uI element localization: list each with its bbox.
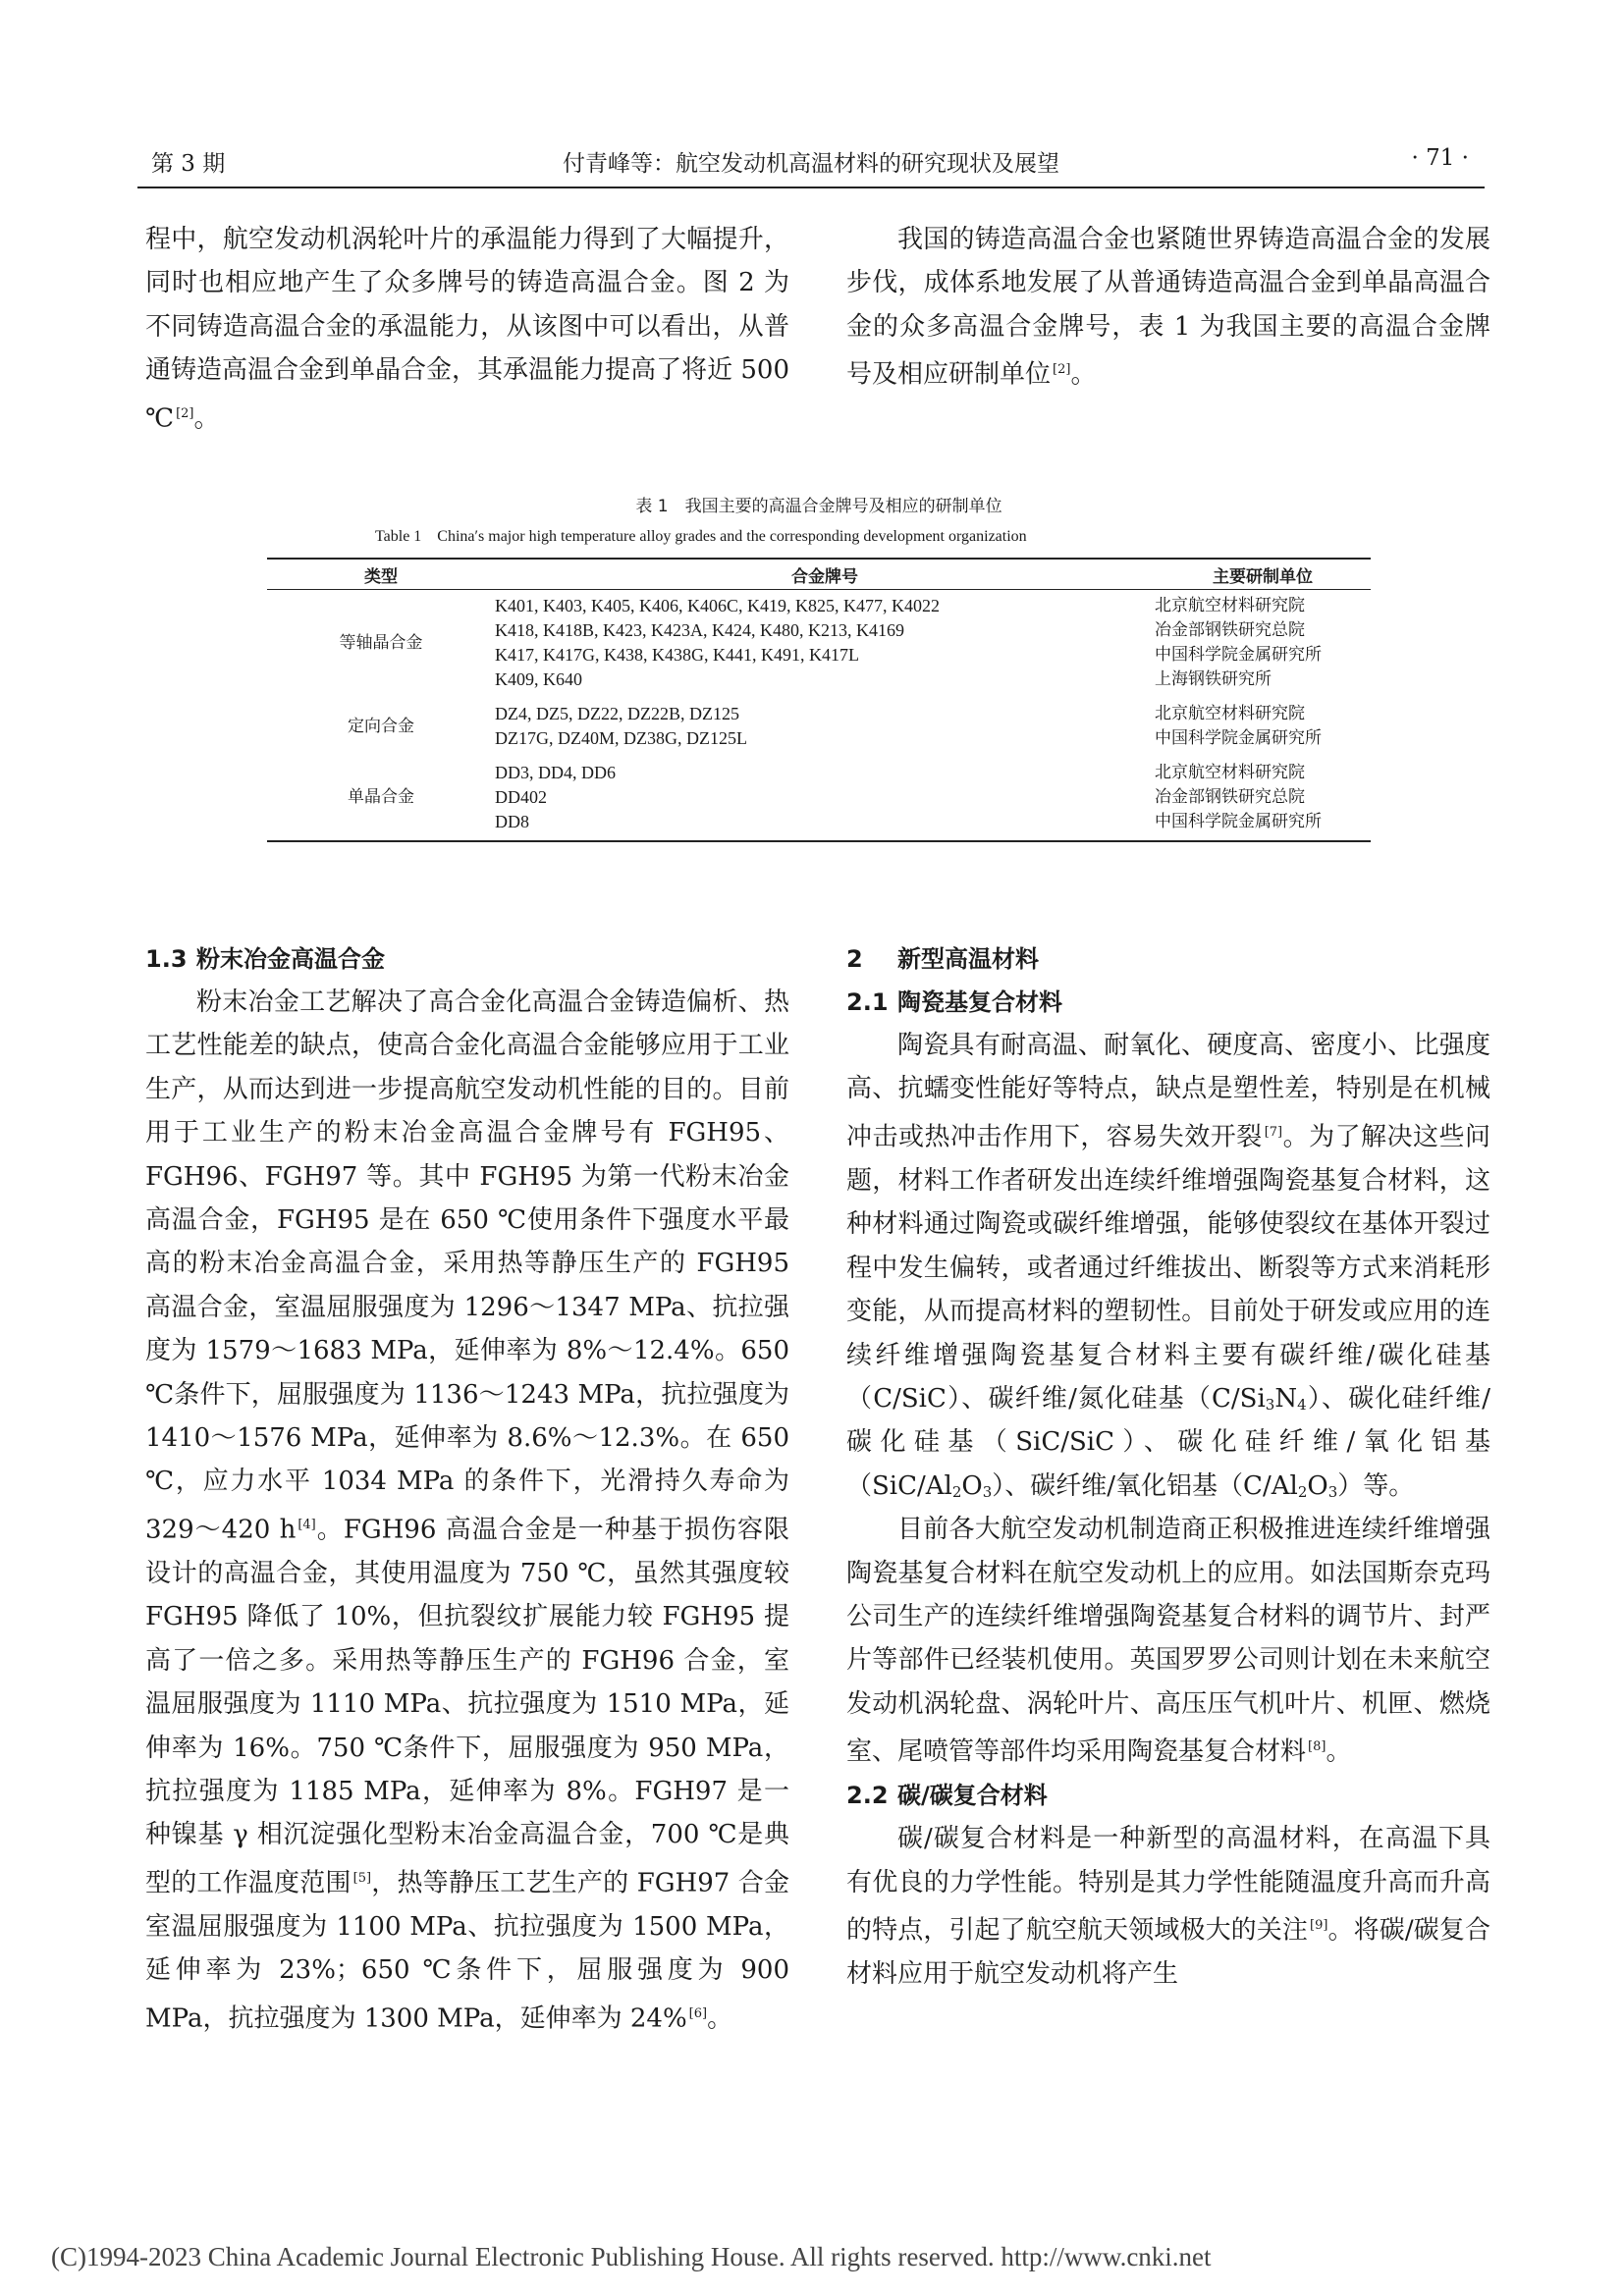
intro-right-column xyxy=(846,218,1490,397)
section-heading-1-3: 1.3 粉末冶金高温合金 xyxy=(145,945,385,973)
header-rule xyxy=(137,187,1485,188)
row-units: 北京航空材料研究院 冶金部钢铁研究总院 中国科学院金属研究所 xyxy=(1155,757,1371,841)
citation: [2] xyxy=(176,405,194,421)
row-type: 单晶合金 xyxy=(267,757,495,841)
section-2-2-paragraph: 碳/碳复合材料是一种新型的高温材料，在高温下具有优良的力学性能。特别是其力学性能随温度升高而升高的特点，引起了航空航天领域极大的关注 [9]。将碳/碳复合材料应用于航空发动机将产生 xyxy=(846,1824,1490,1990)
table-1 xyxy=(267,495,1371,842)
citation: [4] xyxy=(298,1517,316,1532)
intro-left-column xyxy=(145,218,789,441)
row-type: 定向合金 xyxy=(348,716,414,736)
header-grades: 合金牌号 xyxy=(495,559,1155,590)
citation: [8] xyxy=(1308,1739,1326,1755)
table-caption-en: Table 1 China′s major high temperature alloy grades and the corresponding development organization xyxy=(375,528,1027,545)
section-1-3-paragraph: 粉末冶金工艺解决了高合金化高温合金铸造偏析、热工艺性能差的缺点，使高合金化高温合金能够应用于工业生产，从而达到进一步提高航空发动机性能的目的。目前用于工业生产的粉末冶金高温合金牌号有 FGH95、FGH96、FGH97 等。其中 FGH95 为第一代粉末冶金高温合金，FGH95 是在 650 ℃使用条件下强度水平最高的粉末冶金高温合金，采用热等静压生产的 FGH95 高温合金，室温屈服强度为 1296～1347 MPa、抗拉强度为 1579～1683 MPa，延伸率为 8%～12.4%。650 ℃条件下，屈服强度为 1136～1243 MPa，抗拉强度为 1410～1576 MPa，延伸率为 8.6%～12.3%。在 650 ℃，应力水平 1034 MPa 的条件下，光滑持久寿命为 329～420 h [4]。FGH96 高温合金是一种基于损伤容限设计的高温合金，其使用温度为 750 ℃，虽然其强度较 FGH95 降低了 10%，但抗裂纹扩展能力较 FGH95 提高了一倍之多。采用热等静压生产的 FGH96 合金，室温屈服强度为 1110 MPa、抗拉强度为 1510 MPa，延伸率为 16%。750 ℃条件下，屈服强度为 950 MPa，抗拉强度为 1185 MPa，延伸率为 8%。FGH97 是一种镍基 γ 相沉淀强化型粉末冶金高温合金，700 ℃是典型的工作温度范围 [5]，热等静压工艺生产的 FGH97 合金室温屈服强度为 1100 MPa、抗拉强度为 1500 MPa，延伸率为 23%；650 ℃条件下，屈服强度为 900 MPa，抗拉强度为 1300 MPa，延伸率为 24% [6]。 xyxy=(145,988,789,2034)
header-units: 主要研制单位 xyxy=(1155,559,1371,590)
page-number: · 71 · xyxy=(1411,145,1469,171)
citation: [5] xyxy=(352,1870,372,1886)
citation: [9] xyxy=(1310,1918,1328,1934)
citation: [7] xyxy=(1264,1124,1283,1140)
intro-left-paragraph: 程中，航空发动机涡轮叶片的承温能力得到了大幅提升，同时也相应地产生了众多牌号的铸造高温合金。图 2 为不同铸造高温合金的承温能力，从该图中可以看出，从普通铸造高温合金到单晶合金，其承温能力提高了将近 500 ℃ [2]。 xyxy=(145,225,789,434)
issue-number: 第 3 期 xyxy=(151,151,226,177)
row-units: 北京航空材料研究院 冶金部钢铁研究总院 中国科学院金属研究所 上海钢铁研究所 xyxy=(1155,596,1322,689)
table-row xyxy=(267,698,1371,757)
row-type: 等轴晶合金 xyxy=(339,632,423,653)
section-2-1-paragraph-1: 陶瓷具有耐高温、耐氧化、硬度高、密度小、比强度高、抗蠕变性能好等特点，缺点是塑性差，特别是在机械冲击或热冲击作用下，容易失效开裂 [7]。为了解决这些问题，材料工作者研发出连续纤维增强陶瓷基复合材料，这种材料通过陶瓷或碳纤维增强，能够使裂纹在基体开裂过程中发生偏转，或者通过纤维拔出、断裂等方式来消耗形变能，从而提高材料的塑韧性。目前处于研发或应用的连续纤维增强陶瓷基复合材料主要有碳纤维/碳化硅基（C/SiC）、碳纤维/氮化硅基$(C/Si_3N_4)$、碳化硅纤维/碳化硅基（SiC/SiC）、碳化硅纤维/氧化铝基$(SiC/Al_2O_3)$、碳纤维/氧化铝基$(C/Al_2O_3)$等。 xyxy=(846,1031,1490,1501)
running-header xyxy=(137,145,1485,185)
intro-right-paragraph: 我国的铸造高温合金也紧随世界铸造高温合金的发展步伐，成体系地发展了从普通铸造高温合金到单晶高温合金的众多高温合金牌号，表 1 为我国主要的高温合金牌号及相应研制单位 [2]。 xyxy=(846,225,1490,390)
right-column xyxy=(846,937,1490,1997)
row-units: 北京航空材料研究院 中国科学院金属研究所 xyxy=(1155,704,1322,748)
left-column xyxy=(145,937,789,2041)
table-row xyxy=(267,757,1371,841)
alloy-table xyxy=(267,558,1371,842)
running-title: 付青峰等：航空发动机高温材料的研究现状及展望 xyxy=(563,151,1059,177)
row-grades: DZ4, DZ5, DZ22, DZ22B, DZ125 DZ17G, DZ40M, DZ38G, DZ125L xyxy=(495,704,747,748)
copyright-footer: (C)1994-2023 China Academic Journal Electronic Publishing House. All rights reserved. http://www.cnki.net xyxy=(51,2242,1212,2271)
header-type: 类型 xyxy=(267,559,495,590)
row-grades: DD3, DD4, DD6 DD402 DD8 xyxy=(495,757,1155,841)
row-grades: K401, K403, K405, K406, K406C, K419, K825, K477, K4022 K418, K418B, K423, K423A, K424, K480, K213, K4169 K417, K417G, K438, K438G, K441, K491, K417L K409, K640 xyxy=(495,596,940,689)
citation: [6] xyxy=(688,2005,708,2021)
section-2-1-paragraph-2: 目前各大航空发动机制造商正积极推进连续纤维增强陶瓷基复合材料在航空发动机上的应用。如法国斯奈克玛公司生产的连续纤维增强陶瓷基复合材料的调节片、封严片等部件已经装机使用。英国罗罗公司则计划在未来航空发动机涡轮盘、涡轮叶片、高压压气机叶片、机匣、燃烧室、尾喷管等部件均采用陶瓷基复合材料 [8]。 xyxy=(846,1515,1490,1767)
table-header-row xyxy=(267,559,1371,590)
section-heading-2-1: 2.1 陶瓷基复合材料 xyxy=(846,988,1062,1016)
table-caption-cn: 表 1 我国主要的高温合金牌号及相应的研制单位 xyxy=(635,497,1002,516)
table-row xyxy=(267,590,1371,699)
section-heading-2-2: 2.2 碳/碳复合材料 xyxy=(846,1782,1048,1810)
citation: [2] xyxy=(1053,362,1071,378)
section-heading-2: 2 新型高温材料 xyxy=(846,945,1039,973)
